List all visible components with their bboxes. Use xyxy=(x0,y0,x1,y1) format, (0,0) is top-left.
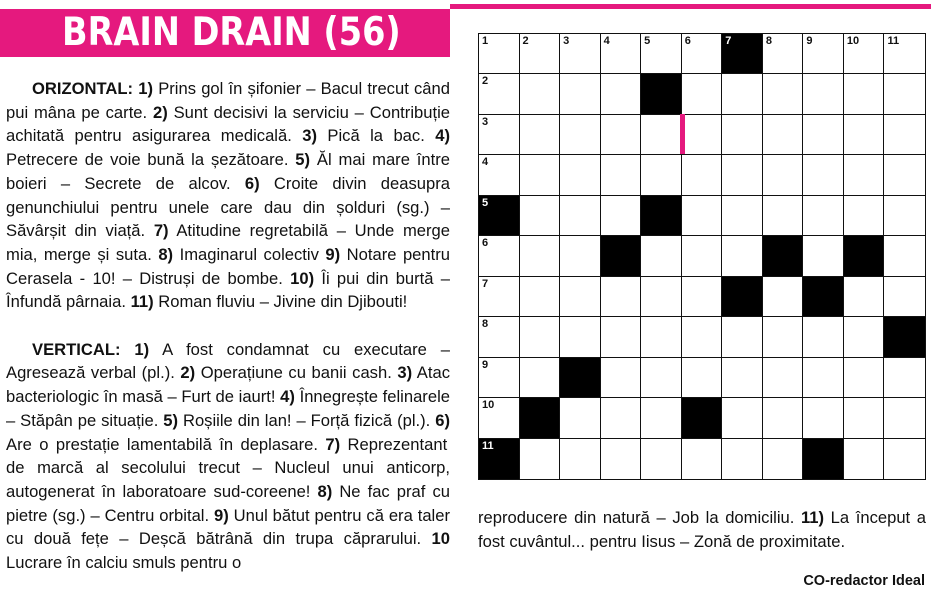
grid-cell[interactable] xyxy=(722,398,763,438)
clue-number: 5) xyxy=(295,150,311,170)
grid-cell[interactable] xyxy=(844,439,885,479)
grid-cell[interactable] xyxy=(601,317,642,357)
grid-cell[interactable] xyxy=(763,317,804,357)
grid-cell[interactable] xyxy=(803,317,844,357)
clue-text: Operațiune cu banii cash. xyxy=(195,363,398,383)
grid-cell[interactable] xyxy=(763,74,804,114)
clue-number: 9) xyxy=(325,244,341,264)
column-number: 8 xyxy=(765,35,772,47)
vertical-clues xyxy=(6,338,450,575)
clue-text: Imaginarul colectiv xyxy=(173,244,326,264)
grid-cell[interactable] xyxy=(479,317,520,357)
grid-cell[interactable] xyxy=(884,115,925,155)
grid-cell[interactable] xyxy=(601,115,642,155)
credit: CO-redactor Ideal xyxy=(803,573,925,589)
grid-cell[interactable] xyxy=(560,74,601,114)
grid-cell[interactable] xyxy=(844,277,885,317)
grid-cell[interactable] xyxy=(560,115,601,155)
grid-cell[interactable] xyxy=(560,317,601,357)
grid-cell-black xyxy=(803,277,844,317)
grid-cell[interactable] xyxy=(560,277,601,317)
grid-cell[interactable] xyxy=(682,439,723,479)
grid-cell[interactable] xyxy=(844,155,885,195)
clue-number: 11) xyxy=(130,292,154,312)
grid-cell[interactable] xyxy=(763,277,804,317)
grid-cell[interactable] xyxy=(884,196,925,236)
clue-text: Notare pentru Cerasela - 10! – Distruși de bombe. xyxy=(6,244,451,288)
grid-cell[interactable] xyxy=(479,34,520,74)
grid-cell-black xyxy=(722,34,763,74)
grid-cell-black xyxy=(641,74,682,114)
clue-text: Pică la bac. xyxy=(317,126,436,146)
clue-number: 5) xyxy=(163,410,179,430)
clue-number: 4) xyxy=(280,387,295,407)
grid-cell[interactable] xyxy=(560,236,601,276)
row-number: 7 xyxy=(482,277,489,290)
grid-cell[interactable] xyxy=(844,317,885,357)
grid-cell[interactable] xyxy=(601,34,642,74)
grid-cell[interactable] xyxy=(520,439,561,479)
grid-cell[interactable] xyxy=(560,439,601,479)
grid-cell[interactable] xyxy=(641,317,682,357)
clue-number: 7) xyxy=(153,221,169,241)
clue-text: Petrecere de voie bună la șezătoare. xyxy=(6,150,296,170)
page-title: BRAIN DRAIN (56) xyxy=(62,10,401,55)
grid-cell-black xyxy=(682,398,723,438)
grid-cell[interactable] xyxy=(722,155,763,195)
orizontal-clues xyxy=(6,77,450,314)
row-number: 6 xyxy=(482,237,489,250)
grid-cell[interactable] xyxy=(520,115,561,155)
grid-cell[interactable] xyxy=(722,115,763,155)
grid-cell-black xyxy=(763,236,804,276)
grid-cell[interactable] xyxy=(682,358,723,398)
vertical-heading: VERTICAL: xyxy=(32,339,121,359)
clue-text: reproducere din natură – Job la domiciliu. xyxy=(478,508,801,527)
grid-cell[interactable] xyxy=(682,155,723,195)
column-number: 7 xyxy=(725,35,732,47)
clue-number: 7) xyxy=(325,434,341,454)
grid-cell[interactable] xyxy=(884,34,925,74)
clue-text: Roman fluviu – Jivine din Djibouti! xyxy=(153,292,408,312)
grid-cell[interactable] xyxy=(641,236,682,276)
grid-cell[interactable] xyxy=(722,358,763,398)
grid-cell[interactable] xyxy=(884,439,925,479)
grid-cell[interactable] xyxy=(884,398,925,438)
clue-number: 1) xyxy=(138,79,154,98)
clue-text: La început a fost cuvântul... pentru Iisus – Zonă de proximitate. xyxy=(478,508,926,551)
clue-text: Reprezentant de marcă al secolului trecut – Nucleul unui anticorp, autogenerat în laboratoare sud-coreene! xyxy=(6,434,450,501)
grid-cell[interactable] xyxy=(803,358,844,398)
grid-cell[interactable] xyxy=(560,398,601,438)
grid-cell[interactable] xyxy=(722,196,763,236)
text-cursor xyxy=(680,114,685,154)
grid-cell[interactable] xyxy=(682,277,723,317)
clue-text: Sunt decisivi la serviciu – Contribuție achitată pentru asigurarea medicală. xyxy=(6,102,450,146)
grid-cell[interactable] xyxy=(844,196,885,236)
vertical-clues-continued xyxy=(478,506,926,553)
grid-cell[interactable] xyxy=(763,155,804,195)
grid-cell[interactable] xyxy=(844,115,885,155)
grid-cell[interactable] xyxy=(601,398,642,438)
column-number: 4 xyxy=(603,35,610,47)
grid-cell-black xyxy=(560,358,601,398)
grid-cell[interactable] xyxy=(560,196,601,236)
grid-cell[interactable] xyxy=(560,155,601,195)
grid-cell[interactable] xyxy=(884,236,925,276)
clue-number: 9) xyxy=(214,505,229,525)
grid-cell[interactable] xyxy=(641,34,682,74)
grid-cell[interactable] xyxy=(803,155,844,195)
grid-cell[interactable] xyxy=(479,115,520,155)
orizontal-heading: ORIZONTAL: xyxy=(32,79,134,98)
clue-number: 3) xyxy=(302,126,318,146)
grid-cell[interactable] xyxy=(682,115,723,155)
clue-text: Are o prestație lamentabilă în deplasare. xyxy=(6,434,326,454)
clue-number: 2) xyxy=(152,102,168,122)
row-number: 3 xyxy=(482,115,489,128)
grid-cell[interactable] xyxy=(601,196,642,236)
grid-cell[interactable] xyxy=(520,74,561,114)
clue-text: Atitudine regretabilă – Unde merge mia, merge și suta. xyxy=(6,221,451,264)
grid-cell[interactable] xyxy=(722,74,763,114)
clue-number: 4) xyxy=(435,126,450,146)
clue-text: Ăl mai mare între boieri – Secrete de alcov. xyxy=(6,150,450,193)
grid-cell-black xyxy=(601,236,642,276)
grid-cell[interactable] xyxy=(682,317,723,357)
grid-cell[interactable] xyxy=(601,74,642,114)
grid-cell[interactable] xyxy=(763,358,804,398)
column-number: 2 xyxy=(522,35,529,47)
clue-number: 2) xyxy=(180,363,196,383)
grid-cell-black xyxy=(803,439,844,479)
clue-text: Atac bacteriologic în masă – Furt de iaurt! xyxy=(6,363,450,407)
grid-cell[interactable] xyxy=(803,34,844,74)
grid-cell[interactable] xyxy=(844,358,885,398)
grid-cell[interactable] xyxy=(641,277,682,317)
grid-cell[interactable] xyxy=(479,277,520,317)
grid-cell[interactable] xyxy=(641,358,682,398)
row-number: 10 xyxy=(482,399,495,412)
clue-number: 3) xyxy=(397,363,413,383)
grid-cell[interactable] xyxy=(763,196,804,236)
clue-number: 10) xyxy=(290,268,315,288)
banner-top-line xyxy=(450,4,931,9)
grid-cell[interactable] xyxy=(722,439,763,479)
grid-cell[interactable] xyxy=(722,236,763,276)
column-number: 6 xyxy=(684,35,691,47)
row-number: 9 xyxy=(482,358,489,371)
clue-text: A fost condamnat cu executare – Agresează verbal (pl.). xyxy=(6,339,450,383)
grid-cell[interactable] xyxy=(641,398,682,438)
grid-cell[interactable] xyxy=(601,155,642,195)
grid-cell[interactable] xyxy=(520,358,561,398)
grid-cell-black xyxy=(479,439,520,479)
grid-cell[interactable] xyxy=(884,155,925,195)
grid-cell[interactable] xyxy=(803,236,844,276)
grid-cell[interactable] xyxy=(520,155,561,195)
grid-cell[interactable] xyxy=(601,358,642,398)
grid-cell[interactable] xyxy=(763,439,804,479)
crossword-grid[interactable] xyxy=(478,33,926,480)
grid-cell[interactable] xyxy=(682,74,723,114)
clue-text: Ne fac praf cu pietre (sg.) – Centru orbital. xyxy=(6,481,450,525)
grid-cell[interactable] xyxy=(479,155,520,195)
clue-text: Unul bătut pentru că era taler cu două fețe – Deșcă bătrână din trupa căprarului. xyxy=(6,505,450,549)
clues-column xyxy=(6,77,450,575)
grid-cell-black xyxy=(520,398,561,438)
grid-cell[interactable] xyxy=(520,277,561,317)
grid-cell[interactable] xyxy=(844,34,885,74)
grid-cell-black xyxy=(641,196,682,236)
column-number: 10 xyxy=(846,35,860,47)
grid-cell[interactable] xyxy=(844,74,885,114)
grid-cell[interactable] xyxy=(844,398,885,438)
grid-cell[interactable] xyxy=(479,358,520,398)
row-number: 11 xyxy=(482,439,494,452)
clue-text: Roșiile din lan! – Forță fizică (pl.). xyxy=(178,410,436,430)
clue-text: Prins gol în șifonier – Bacul trecut când pui mâna pe carte. xyxy=(6,79,450,122)
column-number: 11 xyxy=(887,35,900,47)
grid-cell[interactable] xyxy=(479,74,520,114)
grid-cell[interactable] xyxy=(560,34,601,74)
grid-cell[interactable] xyxy=(682,34,723,74)
column-number: 1 xyxy=(482,35,489,47)
row-number: 5 xyxy=(482,196,489,209)
grid-cell[interactable] xyxy=(601,277,642,317)
clue-number: 6) xyxy=(244,173,260,193)
clue-text: Înnegrește felinarele – Stăpân pe situație. xyxy=(6,387,450,430)
grid-cell[interactable] xyxy=(520,236,561,276)
clue-text: Lucrare în calciu smuls pentru o xyxy=(6,553,242,573)
grid-cell[interactable] xyxy=(520,196,561,236)
grid-cell[interactable] xyxy=(722,317,763,357)
grid-cell-black xyxy=(479,196,520,236)
grid-cell-black xyxy=(884,317,925,357)
grid-cell[interactable] xyxy=(520,34,561,74)
clue-text: Croite divin deasupra genunchiului pentru unele care dau din șolduri (sg.) – Săvârșit din viață. xyxy=(6,173,450,241)
row-number: 4 xyxy=(482,156,489,169)
grid-cell[interactable] xyxy=(763,398,804,438)
column-number: 5 xyxy=(644,35,651,47)
grid-cell[interactable] xyxy=(641,115,682,155)
clue-text: Îi pui din burtă – Înfundă pârnaia. xyxy=(6,268,451,312)
clue-number: 6) xyxy=(435,410,450,430)
clue-number: 8) xyxy=(158,244,174,264)
column-number: 3 xyxy=(563,35,570,47)
grid-cell[interactable] xyxy=(763,115,804,155)
grid-cell[interactable] xyxy=(682,196,723,236)
grid-cell[interactable] xyxy=(884,74,925,114)
clue-number: 8) xyxy=(317,481,333,501)
grid-cell[interactable] xyxy=(803,115,844,155)
grid-cell-black xyxy=(722,277,763,317)
clue-number: 1) xyxy=(134,339,150,359)
clue-number: 10 xyxy=(431,529,450,549)
column-number: 9 xyxy=(806,35,813,47)
grid-cell[interactable] xyxy=(884,277,925,317)
grid-cell[interactable] xyxy=(803,398,844,438)
grid-cell[interactable] xyxy=(641,155,682,195)
grid-cell-black xyxy=(844,236,885,276)
grid-cell[interactable] xyxy=(479,398,520,438)
grid-cell[interactable] xyxy=(803,196,844,236)
grid-cell[interactable] xyxy=(803,74,844,114)
grid-cell[interactable] xyxy=(479,236,520,276)
grid-cell[interactable] xyxy=(641,439,682,479)
grid-cell[interactable] xyxy=(884,358,925,398)
grid-cell[interactable] xyxy=(763,34,804,74)
row-number: 2 xyxy=(482,75,489,88)
grid-cell[interactable] xyxy=(682,236,723,276)
row-number: 8 xyxy=(482,318,489,331)
grid-cell[interactable] xyxy=(520,317,561,357)
clue-number: 11) xyxy=(800,508,825,527)
grid-cell[interactable] xyxy=(601,439,642,479)
